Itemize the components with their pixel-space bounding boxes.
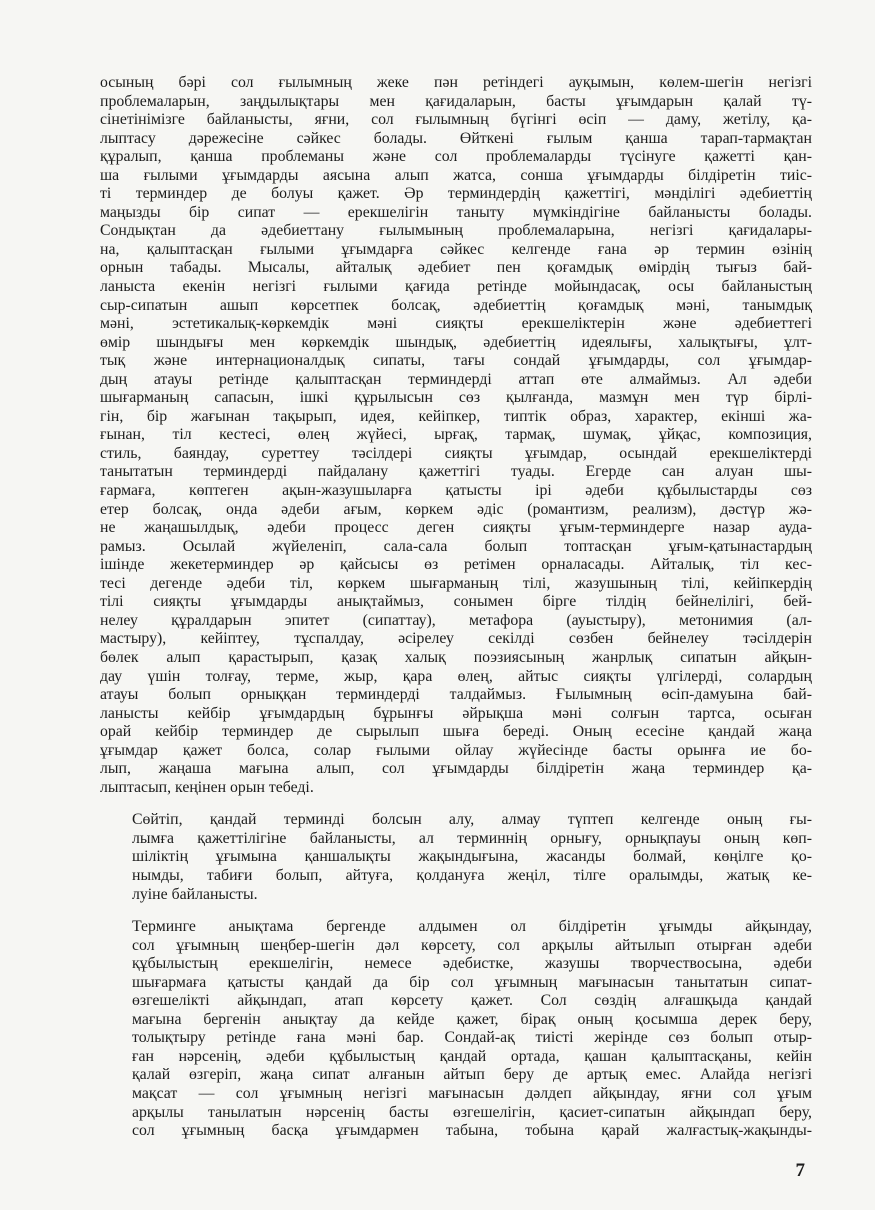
- text-line: мастыру), кейіптеу, тұспалдау, әсірелеу секілді сөзбен бейнелеу тәсілдерін: [100, 630, 812, 648]
- paragraph: [100, 74, 812, 797]
- text-line: тілі сияқты ұғымдарды анықтаймыз, сонымен бірге тілдің бейнелілігі, бей-: [100, 593, 812, 611]
- text-line: ғынан, тіл кестесі, өлең жүйесі, ырғақ, тармақ, шумақ, ұйқас, композиция,: [100, 426, 812, 444]
- text-line: ша ғылыми ұғымдарды аясына алып жатса, сонша ұғымдарды білдіретін тиіс-: [100, 166, 812, 184]
- text-line: ланыста екенін негізгі ғылыми қағида ретінде мойындасақ, осы байланыстың: [100, 278, 812, 296]
- text-line: Сөйтіп, қандай терминді болсын алу, алмау түптеп келгенде оның ғы-: [132, 811, 812, 829]
- paragraph: [100, 811, 812, 904]
- text-line: мақсат — сол ұғымның негізгі мағынасын дәлдеп айқындау, яғни сол ұғым: [132, 1084, 812, 1102]
- text-line: ғармаға, көптеген ақын-жазушыларға қатысты ірі әдеби құбылыстарды сөз: [100, 482, 812, 500]
- text-line: орай кейбір терминдер де сырылып шыға береді. Оның есесіне қандай жаңа: [100, 723, 812, 741]
- text-line: проблемаларын, заңдылықтары мен қағидаларын, басты ұғымдарын қалай тү-: [100, 92, 812, 110]
- text-line: қалай өзгеріп, жаңа сипат алғанын айтып беру де артық емес. Алайда негізгі: [132, 1066, 812, 1084]
- text-line: орнын табады. Мысалы, айталық әдебиет пен қоғамдық өмірдің тығыз бай-: [100, 259, 812, 277]
- text-line: ған нәрсенің, әдеби құбылыстың қандай ортада, қашан қалыптасқаны, кейін: [132, 1047, 812, 1065]
- text-line: сінетінімізге байланысты, яғни, сол ғылымның бүгінгі өсіп — даму, жетілу, қа-: [100, 111, 812, 129]
- text-line: сыр-сипатын ашып көрсетпек болсақ, әдебиеттің қоғамдық мәні, танымдық: [100, 296, 812, 314]
- text-line: Терминге анықтама бергенде алдымен ол білдіретін ұғымды айқындау,: [132, 918, 812, 936]
- text-line: өзгешелікті айқындап, атап көрсету қажет. Сол сөздің алғашқыда қандай: [132, 992, 812, 1010]
- text-line: дың атауы ретінде қалыптасқан терминдерді аттап өте алмаймыз. Ал әдеби: [100, 370, 812, 388]
- text-line: ұғымдар қажет болса, солар ғылыми ойлау жүйесінде басты орынға ие бо-: [100, 741, 812, 759]
- text-line: ті терминдер де болуы қажет. Әр терминдердің қажеттігі, мәнділігі әдебиеттің: [100, 185, 812, 203]
- text-line: тесі дегенде әдеби тіл, көркем шығарманың тілі, жазушының тілі, кейіпкердің: [100, 574, 812, 592]
- text-line: ланысты кейбір ұғымдардың бұрынғы әйрықша мәні солғын тартса, осыған: [100, 704, 812, 722]
- text-line: дау үшін толғау, терме, жыр, қара өлең, айтыс сияқты үлгілерді, солардың: [100, 667, 812, 685]
- text-line: толықтыру ретінде ғана мәні бар. Сондай-ақ тиісті жерінде сөз болып отыр-: [132, 1029, 812, 1047]
- text-line: мағына бергенін анықтау да кейде қажет, бірақ оның қосымша дерек беру,: [132, 1010, 812, 1028]
- text-line: маңызды бір сипат — ерекшелігін таныту мүмкіндігіне байланысты болады.: [100, 203, 812, 221]
- text-line: өмір шындығы мен көркемдік шындық, әдебиеттің идеялығы, халықтығы, ұлт-: [100, 333, 812, 351]
- text-line: етер болсақ, онда әдеби ағым, көркем әдіс (романтизм, реализм), дәстүр жә-: [100, 500, 812, 518]
- text-line: лыптасып, кеңінен орын тебеді.: [100, 778, 314, 796]
- paragraph: [100, 918, 812, 1141]
- text-line: сол ұғымның басқа ұғымдармен табына, тобына қарай жалғастық-жақынды-: [132, 1122, 812, 1140]
- text-line: на, қалыптасқан ғылыми ұғымдарға сәйкес келгенде ғана әр термин өзінің: [100, 240, 812, 258]
- text-line: Сондықтан да әдебиеттану ғылымының проблемаларына, негізгі қағидалары-: [100, 222, 812, 240]
- text-line: луіне байланысты.: [132, 885, 258, 903]
- text-line: тық және интернационалдық сипаты, тағы сондай ұғымдарды, сол ұғымдар-: [100, 352, 812, 370]
- text-line: рамыз. Осылай жүйеленіп, сала-сала болып топтасқан ұғым-қатынастардың: [100, 537, 812, 555]
- text-line: лымға қажеттілігіне байланысты, ал терминнің орнығу, орнықпауы оның көп-: [132, 829, 812, 847]
- text-line: атауы болып орныққан терминдерді талдаймыз. Ғылымның өсіп-дамуына бай-: [100, 686, 812, 704]
- text-line: сол ұғымның шеңбер-шегін дәл көрсету, сол арқылы айтылып отырған әдеби: [132, 936, 812, 954]
- text-line: шіліктің ұғымына қаншалықты жақындығына, жасанды болмай, көңілге қо-: [132, 848, 812, 866]
- text-line: арқылы танылатын нәрсенің басты өзгешелігін, қасиет-сипатын айқындап беру,: [132, 1103, 812, 1121]
- text-line: нелеу құралдарын эпитет (сипаттау), метафора (ауыстыру), метонимия (ал-: [100, 611, 812, 629]
- text-line: не жаңашылдық, әдеби процесс деген сияқты ұғым-терминдерге назар ауда-: [100, 519, 812, 537]
- page-number: 7: [795, 1160, 805, 1181]
- text-line: шығарманың сапасын, ішкі құрылысын сөз қылғанда, мазмұн мен түр бірлі-: [100, 389, 812, 407]
- text-line: лып, жаңаша мағына алып, сол ұғымдарды білдіретін жаңа терминдер қа-: [100, 760, 812, 778]
- text-line: осының бәрі сол ғылымның жеке пән ретіндегі ауқымын, көлем-шегін негізгі: [100, 74, 812, 91]
- text-line: гін, бір жағынан тақырып, идея, кейіпкер, типтік образ, характер, екінші жа-: [100, 407, 812, 425]
- text-line: мәні, эстетикалық-көркемдік мәні сияқты ерекшеліктерін және әдебиеттегі: [100, 315, 812, 333]
- page-body-text: [100, 74, 812, 1141]
- text-line: құбылыстың ерекшелігін, немесе әдебистке, жазушы творчествосына, әдеби: [132, 955, 812, 973]
- text-line: нымды, табиғи болып, айтуға, қолдануға жеңіл, тілге оралымды, жатық ке-: [132, 866, 812, 884]
- text-line: лыптасу дәрежесіне сәйкес болады. Өйткені ғылым қанша тарап-тармақтан: [100, 129, 812, 147]
- text-line: ішінде жекетерминдер әр қайсысы өз ретімен орналасады. Айталық, тіл кес-: [100, 556, 812, 574]
- text-line: шығармаға қатысты қандай да бір сол ұғымның мағынасын танытатын сипат-: [132, 973, 812, 991]
- text-line: бөлек алып қарастырып, қазақ халық поэзиясының жанрлық сипатын айқын-: [100, 648, 812, 666]
- text-line: танытатын терминдерді пайдалану қажеттігі туады. Егерде сан алуан шы-: [100, 463, 812, 481]
- text-line: стиль, баяндау, суреттеу тәсілдері сияқты ұғымдар, осындай ерекшеліктерді: [100, 444, 812, 462]
- text-line: құралып, қанша проблеманы және сол проблемаларды түсінуге қажетті қан-: [100, 148, 812, 166]
